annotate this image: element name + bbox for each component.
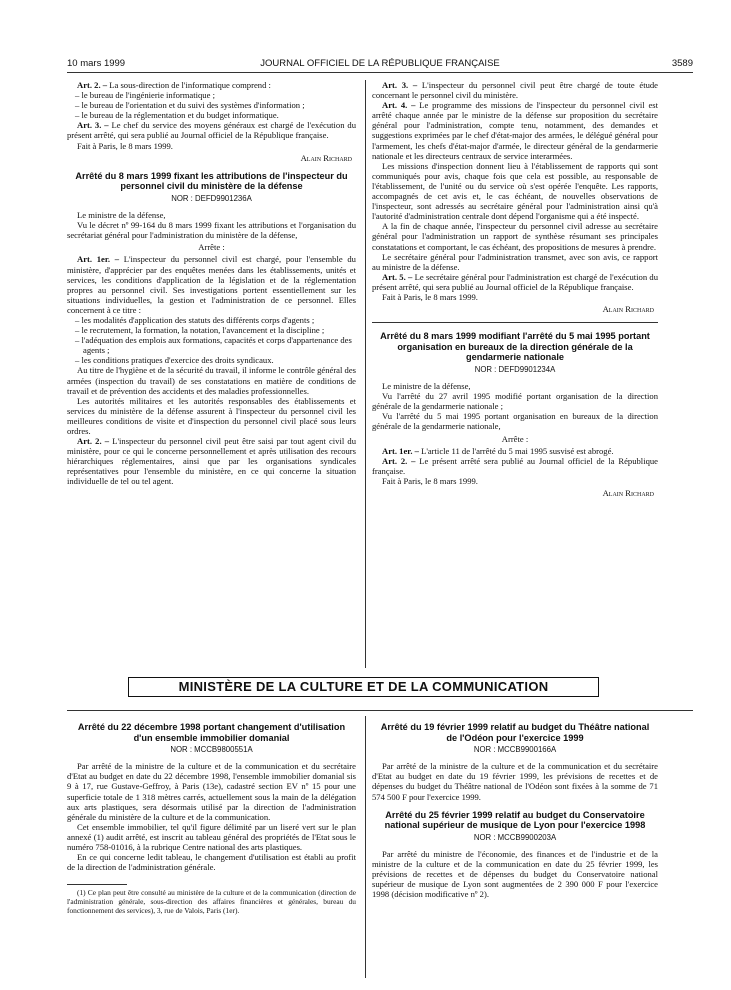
ministry-rule (67, 710, 693, 711)
article-paragraph: Par arrêté de la ministre de la culture et de la communication et du secrétaire d'Etat au budget en date du 22 décembre 1998, l'ensemble immobilier domanial sis 9 à 17, rue Gustave-Geffroy, à Paris (13e), cadastré section EV nº 15 pour une superficie totale de 1 318 mètres carrés, actuellement sous la main de la délégation aux arts plastiques, sera désormais utilisé par la direction de l'administration générale du ministère de la culture et de la communication. (67, 761, 356, 822)
list-item: – le bureau de l'orientation et du suivi des systèmes d'information ; (75, 100, 305, 111)
page-header (67, 58, 693, 72)
article-5-execution: Art. 5. – Le secrétaire général pour l'administration est chargé de l'exécution du présent arrêté, qui sera publié au Journal officiel de la République française. (372, 271, 658, 292)
header-date: 10 mars 1999 (67, 58, 126, 69)
list-item: – le bureau de l'ingénierie informatique ; (75, 90, 215, 101)
fait-a-paris: Fait à Paris, le 8 mars 1999. (77, 140, 173, 151)
decree-intro: Le ministre de la défense, (77, 210, 166, 221)
footnote-rule (67, 884, 127, 885)
nor-reference: NOR : MCCB9900166A (473, 745, 557, 755)
article-2-informatique: Art. 2. – La sous-direction de l'informatique comprend : (77, 80, 271, 90)
column-divider-top (365, 80, 366, 668)
article-3-execution: Art. 3. – Le chef du service des moyens généraux est chargé de l'exécution du présent arrêté, qui sera publié au Journal officiel de la République française. (67, 120, 357, 141)
list-item: – le recrutement, la formation, la notation, l'avancement et la discipline ; (75, 325, 325, 336)
article-paragraph: Au titre de l'hygiène et de la sécurité du travail, il informe le contrôle général des armées (inspection du travail) de ses constatations en matière de conditions de travail et de prévention des accidents et des maladies professionnelles. (67, 365, 356, 396)
signature: Alain Richard (300, 152, 352, 163)
article-2-publication: Art. 2. – Le présent arrêté sera publié au Journal officiel de la République française. (372, 455, 658, 476)
article-paragraph: A la fin de chaque année, l'inspecteur du personnel civil adresse au secrétaire général pour l'administration un rapport de synthèse résumant ses principales constatations et comportant, le cas échéant, des propositions de mesures à prendre. (372, 221, 658, 252)
decree-vu: Vu l'arrêté du 5 mai 1995 portant organisation en bureaux de la direction générale de la gendarmerie nationale, (372, 411, 658, 432)
article-3-etude: Art. 3. – L'inspecteur du personnel civil peut être chargé de toute étude concernant le personnel civil du ministère. (372, 80, 658, 101)
section-separator (372, 322, 658, 323)
header-page-number: 3589 (671, 58, 693, 69)
signature: Alain Richard (602, 487, 654, 498)
column-divider-bottom (365, 716, 366, 978)
list-item: – les modalités d'application des statuts des différents corps d'agents ; (75, 314, 315, 325)
left-column-top (67, 80, 356, 487)
decree-title: Arrêté du 8 mars 1999 fixant les attributions de l'inspecteur du personnel civil du ministère de la défense (75, 170, 348, 192)
decree-title: Arrêté du 8 mars 1999 modifiant l'arrêté du 5 mai 1995 portant organisation en bureaux de la direction générale de la gendarmerie nationale (380, 331, 650, 363)
article-paragraph: Cet ensemble immobilier, tel qu'il figure délimité par un liseré vert sur le plan annexé (1) audit arrêté, est inscrit au tableau général des propriétés de l'Etat sous le numéro 758-01016, à la rubrique Centre national des arts plastiques. (67, 821, 356, 853)
list-item: – l'adéquation des emplois aux formations, capacités et corps d'appartenance des agents ; (75, 335, 352, 356)
right-column-bottom (372, 714, 658, 899)
article-4-programme: Art. 4. – Le programme des missions de l'inspecteur du personnel civil est arrêté chaque année par le ministre de la défense sur proposition du secrétaire général pour l'administration, compte tenu, notamment, des demandes et suggestions exprimées par le chef d'état-major des armées, le délégué général pour l'armement, les chefs d'état-major d'armée, le directeur général de la gendarmerie nationale et les directeurs centraux de service interarmées. (372, 100, 659, 161)
nor-reference: NOR : DEFD9901236A (171, 193, 252, 203)
decree-intro: Le ministre de la défense, (382, 381, 471, 392)
article-paragraph: Les autorités militaires et les autorités responsables des établissements et services du ministère de la défense assurent à l'inspecteur du personnel civil les meilleures conditions de visite et d'inspection du personnel civil placé sous leurs ordres. (67, 395, 356, 436)
article-1-abrogation: Art. 1er. – L'article 11 de l'arrêté du 5 mai 1995 susvisé est abrogé. (382, 445, 614, 456)
header-journal-title: JOURNAL OFFICIEL DE LA RÉPUBLIQUE FRANÇAISE (260, 58, 500, 69)
list-item: – les conditions pratiques d'exercice des droits syndicaux. (75, 355, 274, 366)
right-column-top (372, 80, 658, 502)
article-1-inspecteur: Art. 1er. – L'inspecteur du personnel civil est chargé, pour l'ensemble du ministère, d'apprécier par des enquêtes menées dans les établissements, unités et services, les conditions d'application de la législation et de la réglementation propres au personnel civil. Ses investigations portent essentiellement sur les situations individuelles, la gestion et l'administration de ce personnel. Elles concernent à ce titre : (67, 254, 356, 315)
article-paragraph: En ce qui concerne ledit tableau, le changement d'utilisation est établi au profit de la direction de l'administration générale. (67, 852, 356, 873)
left-column-bottom (67, 714, 356, 915)
decree-title: Arrêté du 22 décembre 1998 portant changement d'utilisation d'un ensemble immobilier domanial (77, 722, 346, 743)
nor-reference: NOR : MCCB9800551A (170, 745, 253, 755)
nor-reference: NOR : MCCB9900203A (473, 832, 557, 842)
fait-a-paris: Fait à Paris, le 8 mars 1999. (382, 475, 478, 486)
article-2-saisine: Art. 2. – L'inspecteur du personnel civil peut être saisi par tout agent civil du ministère, pour ce qui le concerne personnellement et après utilisation des recours hiérarchiques réglementaires, ainsi que par les organisations syndicales représentatives pour l'ensemble du ministère, en ce qui concerne la situation individuelle de tel ou tel agent. (67, 436, 356, 487)
nor-reference: NOR : DEFD9901234A (474, 364, 556, 374)
decree-title: Arrêté du 19 février 1999 relatif au budget du Théâtre national de l'Odéon pour l'exercice 1999 (380, 722, 650, 743)
ministry-banner: MINISTÈRE DE LA CULTURE ET DE LA COMMUNICATION (128, 677, 599, 697)
article-paragraph: Par arrêté du ministre de l'économie, des finances et de l'industrie et de la ministre de la culture et de la communication en date du 25 février 1999, les prévisions de recettes et de dépenses du budget du Conservatoire national supérieur de musique de Lyon sont augmentées de 2 390 000 F pour l'exercice 1998 (décision modificative nº 2). (372, 848, 658, 900)
article-paragraph: Le secrétaire général pour l'administration transmet, avec son avis, ce rapport au ministre de la défense. (372, 251, 658, 272)
arrete-label: Arrête : (198, 242, 225, 253)
article-paragraph: Par arrêté de la ministre de la culture et de la communication et du secrétaire d'Etat au budget en date du 19 février 1999, les prévisions de recettes et de dépenses du budget du Théâtre national de l'Odéon sont fixées à la somme de 71 574 500 F pour l'exercice 1999. (372, 761, 658, 802)
footnote: (1) Ce plan peut être consulté au ministère de la culture et de la communication (direction de l'administration générale, sous-direction des affaires financières et générales, bureau du fonctionnement des services), 3, rue de Valois, Paris (1er). (67, 888, 356, 916)
decree-title: Arrêté du 25 février 1999 relatif au budget du Conservatoire national supérieur de musique de Lyon pour l'exercice 1998 (384, 809, 646, 831)
decree-vu: Vu l'arrêté du 27 avril 1995 modifié portant organisation de la direction générale de la gendarmerie nationale ; (372, 391, 658, 412)
list-item: – le bureau de la réglementation et du budget informatique. (75, 110, 279, 121)
fait-a-paris: Fait à Paris, le 8 mars 1999. (382, 291, 478, 302)
signature: Alain Richard (602, 304, 654, 315)
arrete-label: Arrête : (501, 433, 529, 444)
article-paragraph: Les missions d'inspection donnent lieu à l'établissement de rapports qui sont communiqués pour avis, chaque fois que cela est possible, au responsable de l'établissement, de l'unité ou du service où s'est opérée l'enquête. Les rapports, accompagnés de cet avis et, le cas échéant, de nouvelles observations de l'inspecteur, sont adressés au secrétaire général pour l'administration ainsi qu'à l'autorité d'administration centrale dont dépend l'organisme qui a été inspecté. (372, 160, 658, 222)
decree-vu: Vu le décret nº 99-164 du 8 mars 1999 fixant les attributions et l'organisation du secrétariat général pour l'administration du ministère de la défense, (67, 220, 356, 241)
header-rule (67, 72, 693, 73)
